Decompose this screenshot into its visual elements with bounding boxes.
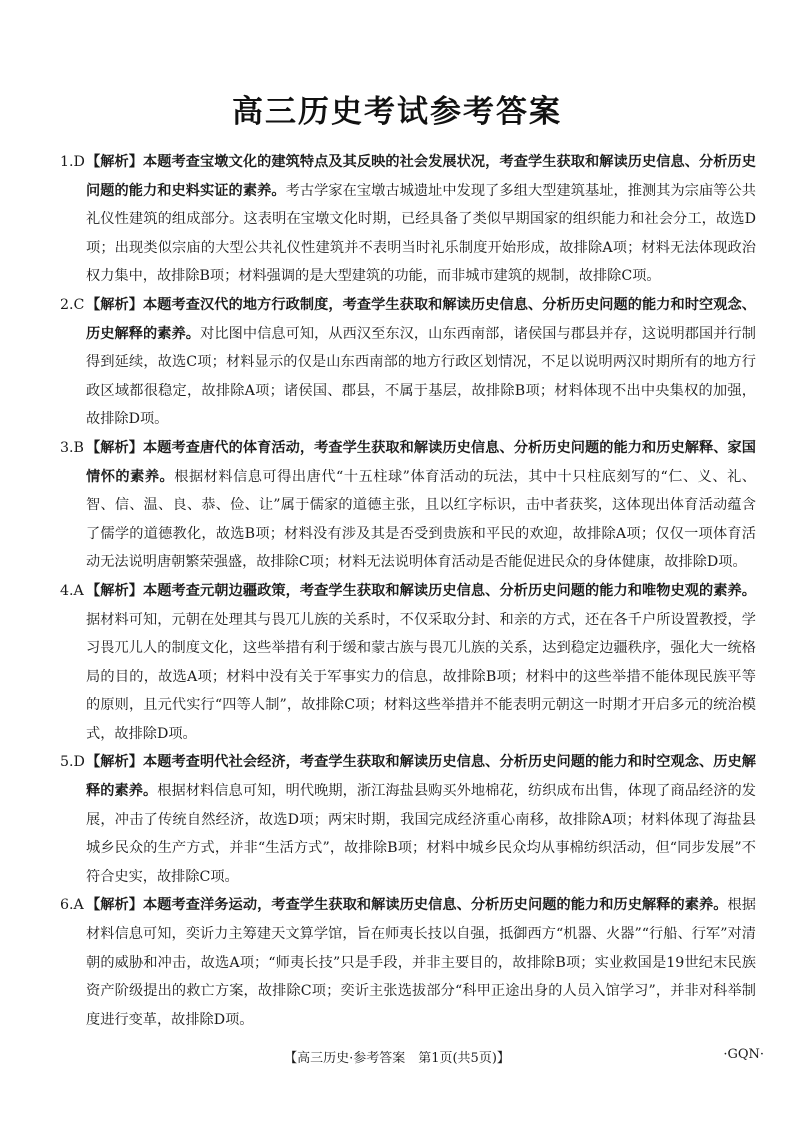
answer-analysis-heading: 【解析】本题考查汉代的地方行政制度，考查学生获取和解读历史信息、分析历史问题的能力和时空观念、历史解释的素养。 [86,296,756,342]
answer-analysis-text: 根据材料信息可知，明代晚期，浙江海盐县购买外地棉花，纺织成布出售，体现了商品经济的发展，冲击了传统自然经济，故选D项；两宋时期，我国完成经济重心南移，故排除A项；材料体现了海盐县城乡民众的生产方式，并非“生活方式”，故排除B项；材料中城乡民众均从事棉纺织活动，但“同步发展”不符合史实，故排除C项。 [86,783,756,885]
answer-number: 5.D [60,754,85,771]
answer-item [60,148,756,291]
answer-item [60,434,756,577]
answer-number: 3.B [60,439,84,456]
answer-item [60,891,756,1034]
answer-list [60,148,756,1034]
answer-analysis-heading: 【解析】本题考查明代社会经济，考查学生获取和解读历史信息、分析历史问题的能力和时空观念、历史解释的素养。 [86,754,756,800]
footer-page-label: 【高三历史·参考答案 第1页(共5页)】 [284,1051,510,1066]
answer-number: 2.C [60,296,85,313]
answer-item [60,577,756,749]
answer-number: 4.A [60,582,84,599]
answer-analysis-heading: 【解析】本题考查元朝边疆政策，考查学生获取和解读历史信息、分析历史问题的能力和唯物史观的素养。 [86,582,756,599]
answer-analysis-text: 据材料可知，元朝在处理其与畏兀儿族的关系时，不仅采取分封、和亲的方式，还在各千户所设置教授，学习畏兀儿人的制度文化，这些举措有利于缓和蒙古族与畏兀儿族的关系，达到稳定边疆秩序，强化大一统格局的目的，故选A项；材料中没有关于军事实力的信息，故排除B项；材料中的这些举措不能体现民族平等的原则，且元代实行“四等人制”，故排除C项；材料这些举措并不能表明元朝这一时期才开启多元的统治模式，故排除D项。 [86,611,756,742]
page-footer [0,1047,794,1071]
answer-item [60,291,756,434]
answer-analysis-text: 考古学家在宝墩古城遗址中发现了多组大型建筑基址，推测其为宗庙等公共礼仪性建筑的组成部分。这表明在宝墩文化时期，已经具备了类似早期国家的组织能力和社会分工，故选D项；出现类似宗庙的大型公共礼仪性建筑并不表明当时礼乐制度开始形成，故排除A项；材料无法体现政治权力集中，故排除B项；材料强调的是大型建筑的功能，而非城市建筑的规制，故排除C项。 [86,182,756,285]
answer-analysis-text: 对比图中信息可知，从西汉至东汉，山东西南部，诸侯国与郡县并存，这说明郡国并行制得到延续，故选C项；材料显示的仅是山东西南部的地方行政区划情况，不足以说明两汉时期所有的地方行政区域都很稳定，故排除A项；诸侯国、郡县，不属于基层，故排除B项；材料体现不出中央集权的加强，故排除D项。 [86,325,756,428]
answer-number: 6.A [60,897,84,914]
answer-analysis-heading: 【解析】本题考查宝墩文化的建筑特点及其反映的社会发展状况，考查学生获取和解读历史信息、分析历史问题的能力和史料实证的素养。 [86,154,756,199]
footer-code: ·GQN· [723,1047,764,1062]
page-title: 高三历史考试参考答案 [232,94,562,130]
answer-analysis-text: 根据材料信息可知，奕䜣力主筹建天文算学馆，旨在师夷长技以自强，抵御西方“机器、火器”“行船、行军”对清朝的威胁和冲击，故选A项；“师夷长技”只是手段，并非主要目的，故排除B项；实业救国是19世纪末民族资产阶级提出的救亡方案，故排除C项；奕䜣主张选拔部分“科甲正途出身的人员入馆学习”，并非对科举制度进行变革，故排除D项。 [86,897,756,1028]
answer-analysis-text: 根据材料信息可得出唐代“十五柱球”体育活动的玩法，其中十只柱底刻写的“仁、义、礼、智、信、温、良、恭、俭、让”属于儒家的道德主张，且以红字标识，击中者获奖，这体现出体育活动蕴含了儒学的道德教化，故选B项；材料没有涉及其是否受到贵族和平民的欢迎，故排除A项；仅仅一项体育活动无法说明唐朝繁荣强盛，故排除C项；材料无法说明体育活动是否能促进民众的身体健康，故排除D项。 [86,468,756,571]
answer-analysis-heading: 【解析】本题考查唐代的体育活动，考查学生获取和解读历史信息、分析历史问题的能力和历史解释、家国情怀的素养。 [86,439,756,485]
answer-number: 1.D [60,154,85,170]
answer-analysis-heading: 【解析】本题考查洋务运动，考查学生获取和解读历史信息、分析历史问题的能力和历史解释的素养。 [86,897,728,914]
answer-item [60,748,756,891]
